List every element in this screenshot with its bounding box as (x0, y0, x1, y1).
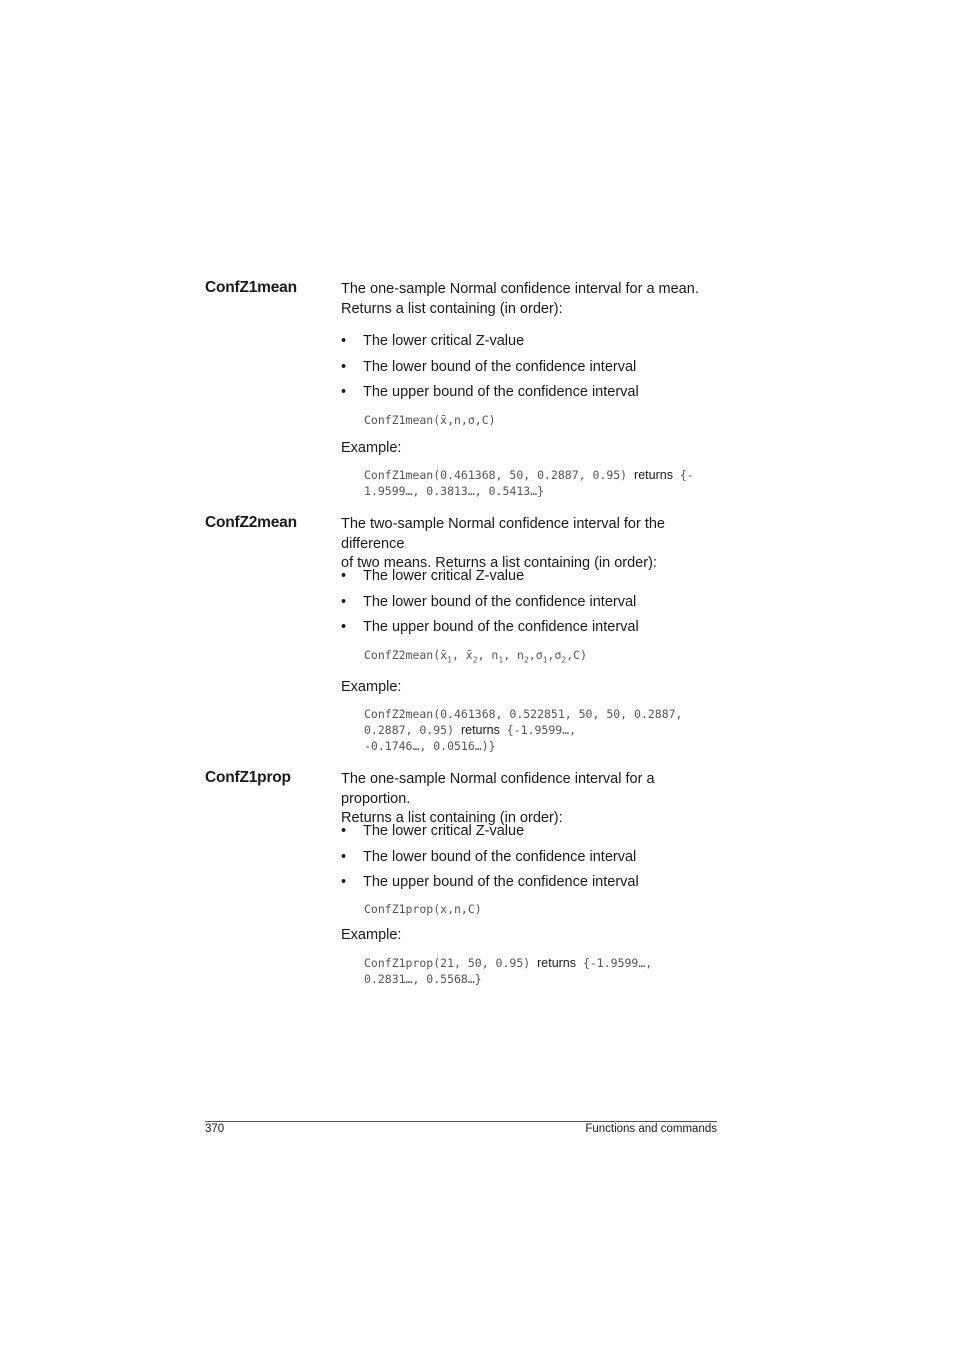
syntax: ConfZ1mean(x̄,n,σ,C) (364, 413, 496, 427)
bullet-text: The lower bound of the confidence interval (363, 359, 637, 375)
bullet-text: The lower critical Z-value (363, 823, 525, 839)
description-line: Returns a list containing (in order): (341, 300, 563, 317)
bullet-icon: • (341, 359, 347, 375)
description (341, 770, 721, 829)
bullet-item (341, 384, 639, 400)
description (341, 515, 721, 574)
footer-section-title: Functions and commands (585, 1123, 717, 1135)
bullet-item (341, 359, 636, 375)
bullet-icon: • (341, 594, 347, 610)
bullet-text: The lower bound of the confidence interval (363, 849, 637, 865)
example-label: Example: (341, 679, 402, 695)
syntax: ConfZ1prop(x,n,C) (364, 902, 482, 916)
example-code-line: ConfZ1prop(21, 50, 0.95) (364, 956, 531, 970)
bullet-text: The upper bound of the confidence interval (363, 874, 639, 890)
example-result: 0.2831…, 0.5568…} (364, 972, 482, 986)
page-number: 370 (205, 1123, 225, 1135)
returns-word: returns (634, 468, 673, 482)
syntax-symbol: σ (554, 648, 562, 662)
syntax-symbol: σ (535, 648, 543, 662)
description-line: Returns a list containing (in order): (341, 810, 563, 826)
example-code (364, 706, 724, 754)
example-code-line: 0.2887, 0.95) (364, 723, 455, 737)
syntax-symbol: x̄ (465, 648, 473, 662)
returns-word: returns (537, 956, 577, 970)
bullet-icon: • (341, 874, 347, 890)
term-confz2mean: ConfZ2mean (205, 514, 297, 531)
description-line: of two means. Returns a list containing (in order): (341, 555, 657, 571)
syntax-suffix: C) (573, 648, 588, 662)
bullet-item (341, 568, 524, 584)
bullet-text: The upper bound of the confidence interval (363, 619, 639, 635)
bullet-item (341, 849, 636, 865)
bullet-item (341, 594, 636, 610)
bullet-item (341, 874, 639, 890)
bullet-item (341, 619, 639, 635)
example-result: -0.1746…, 0.0516…)} (364, 739, 496, 753)
syntax: $ConfZ2mean(x̄_1$, $x̄_2$, $n_1$, $n_2,\sigma_1,\sigma_2,C$) (364, 648, 588, 665)
example-code (364, 955, 724, 987)
example-result: {-1.9599…, (582, 956, 653, 970)
syntax-symbol: n (517, 648, 524, 662)
bullet-item (341, 823, 524, 839)
example-label: Example: (341, 927, 402, 943)
example-result: {- (679, 468, 694, 482)
returns-word: returns (460, 723, 500, 737)
bullet-text: The upper bound of the confidence interval (363, 384, 639, 400)
term-confz1prop: ConfZ1prop (205, 769, 291, 786)
example-label: Example: (341, 440, 402, 456)
syntax-prefix: ConfZ2mean( (364, 648, 441, 662)
bullet-icon: • (341, 384, 347, 400)
example-result: {-1.9599…, (506, 723, 577, 737)
description (341, 280, 721, 319)
bullet-text: The lower critical Z-value (363, 333, 525, 349)
term-confz1mean: ConfZ1mean (205, 279, 297, 296)
bullet-icon: • (341, 823, 347, 839)
example-code-line: ConfZ2mean(0.461368, 0.522851, 50, 50, 0.2887, (364, 707, 683, 721)
description-line: The one-sample Normal confidence interval for a proportion. (341, 771, 655, 807)
example-code (364, 467, 724, 499)
bullet-icon: • (341, 333, 347, 349)
bullet-icon: • (341, 568, 347, 584)
bullet-text: The lower bound of the confidence interval (363, 594, 637, 610)
bullet-icon: • (341, 849, 347, 865)
description-line: The one-sample Normal confidence interval for a mean. (341, 281, 699, 297)
bullet-item (341, 333, 524, 349)
description-line: The two-sample Normal confidence interval for the difference (341, 516, 665, 552)
example-result: 1.9599…, 0.3813…, 0.5413…} (364, 484, 545, 498)
footer-divider (205, 1121, 717, 1122)
bullet-text: The lower critical Z-value (363, 568, 525, 584)
example-code-line: ConfZ1mean(0.461368, 50, 0.2887, 0.95) (364, 468, 628, 482)
syntax-symbol: x̄ (440, 648, 448, 662)
bullet-icon: • (341, 619, 347, 635)
syntax-symbol: n (491, 648, 499, 662)
